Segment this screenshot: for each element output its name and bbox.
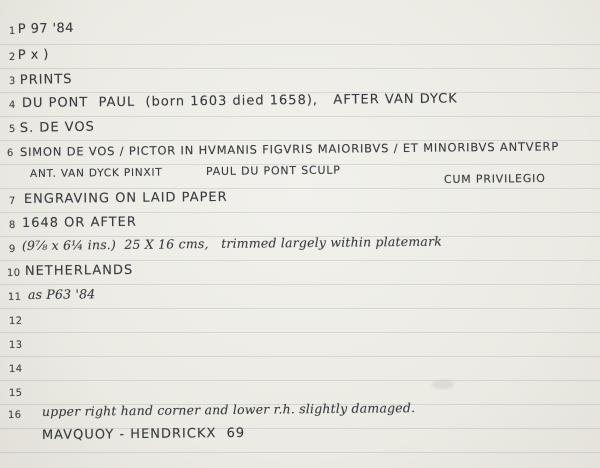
entry-text-11: as P63 '84 [27, 286, 96, 302]
entry-number-6: 6 [6, 147, 14, 159]
rule-line [0, 44, 600, 45]
entry-number-9: 9 [8, 243, 16, 255]
rule-line [0, 212, 600, 213]
entry-text-1: P 97 '84 [17, 20, 74, 37]
entry-number-15: 15 [8, 387, 23, 399]
entry-number-3: 3 [8, 75, 16, 87]
entry-text-8: 1648 OR AFTER [21, 214, 137, 231]
entry-number-16: 16 [7, 409, 22, 421]
rule-line [0, 116, 600, 117]
entry-number-7: 7 [8, 195, 16, 207]
rule-line [0, 332, 600, 333]
entry-number-10: 10 [6, 267, 21, 279]
entry-text-4: DU PONT PAUL (born 1603 died 1658), AFTER VAN DYCK [21, 91, 458, 111]
entry-number-13: 13 [8, 339, 23, 351]
entry-text-6: SIMON DE VOS / PICTOR IN HVMANIS FIGVRIS MAIORIBVS / ET MINORIBVS ANTVERP [19, 139, 560, 159]
entry-text-17: MAVQUOY - HENDRICKX 69 [41, 425, 246, 443]
entry-text-5: S. DE VOS [19, 119, 96, 136]
entry-number-12: 12 [8, 315, 23, 327]
rule-line [0, 380, 600, 381]
entry-number-2: 2 [8, 51, 16, 63]
entry-text-9: (9⅞ x 6¼ ins.) 25 X 16 cms, trimmed largely within platemark [21, 233, 443, 253]
entry-text-3: PRINTS [19, 71, 73, 88]
entry-text-2: P x ) [17, 47, 49, 63]
entry-text-16: upper right hand corner and lower r.h. slightly damaged. [41, 400, 416, 419]
rule-line [0, 284, 600, 285]
entry-text-6b: ANT. VAN DYCK PINXIT [29, 166, 163, 180]
rule-line [0, 188, 600, 189]
rule-line [0, 260, 600, 261]
rule-line [0, 308, 600, 309]
entry-number-14: 14 [8, 363, 23, 375]
entry-number-5: 5 [8, 123, 16, 135]
entry-text-7: ENGRAVING ON LAID PAPER [23, 189, 228, 207]
entry-number-1: 1 [8, 25, 16, 37]
paper-smudge [432, 380, 454, 389]
rule-line [0, 452, 600, 453]
entry-text-6d: CUM PRIVILEGIO [443, 171, 546, 186]
rule-line [0, 356, 600, 357]
entry-text-6c: PAUL DU PONT SCULP [205, 163, 341, 178]
entry-text-10: NETHERLANDS [24, 262, 134, 279]
entry-number-4: 4 [8, 99, 16, 111]
entry-number-8: 8 [8, 219, 16, 231]
entry-number-11: 11 [7, 291, 22, 303]
rule-line [0, 68, 600, 69]
